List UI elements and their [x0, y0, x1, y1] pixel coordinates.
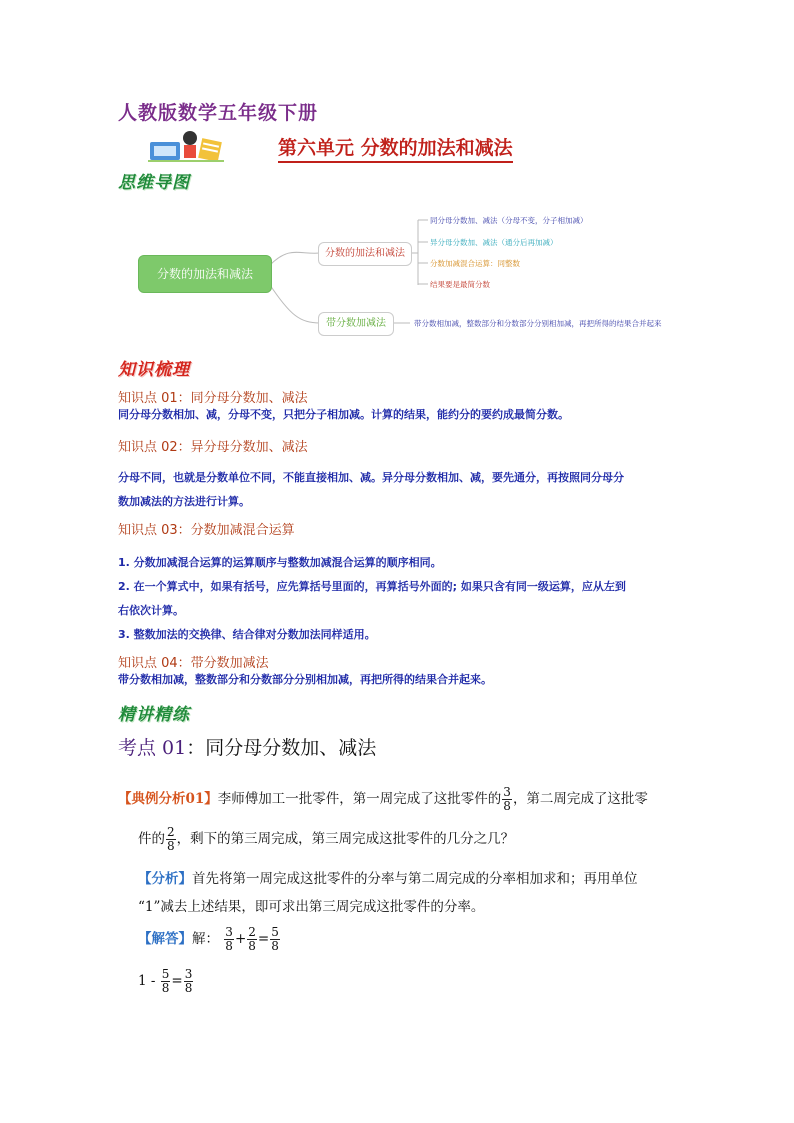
fraction [184, 968, 194, 995]
example-text: ，剩下的第三周完成，第三周完成这批零件的几分之几？ [176, 831, 515, 847]
answer-prefix: 解： [192, 931, 219, 947]
numerator: 2 [167, 825, 175, 839]
knowledge-point-4-body [118, 670, 678, 690]
header-illustration-icon [148, 128, 224, 164]
example-line-1 [118, 786, 718, 813]
example-line-2 [138, 826, 718, 853]
equals-sign: = [171, 973, 183, 989]
mindmap-branch-2-leaf: 带分数相加减，整数部分和分数部分分别相加减，再把所得的结果合并起来 [414, 319, 662, 328]
numerator: 5 [161, 967, 170, 981]
book-title: 人教版数学五年级下册 [118, 102, 319, 124]
knowledge-point-3-title: 知识点 03：分数加减混合运算 [118, 523, 295, 538]
knowledge-line: 3. 整数加法的交换律、结合律对分数加法同样适用。 [118, 628, 376, 641]
knowledge-line: 数加减法的方法进行计算。 [118, 495, 250, 508]
equals-sign: = [257, 931, 270, 947]
kaodian-heading [118, 733, 376, 760]
example-label: 【典例分析01】 [118, 791, 218, 807]
numerator: 5 [271, 925, 279, 939]
knowledge-line: 同分母分数相加、减，分母不变，只把分子相加减。计算的结果，能约分的要约成最简分数。 [118, 408, 569, 421]
mindmap-branch-1: 分数的加法和减法 [318, 242, 412, 266]
fraction [270, 926, 280, 953]
knowledge-line: 带分数相加减，整数部分和分数部分分别相加减，再把所得的结果合并起来。 [118, 673, 492, 686]
knowledge-line: 1. 分数加减混合运算的运算顺序与整数加减混合运算的顺序相同。 [118, 556, 442, 569]
kaodian-prefix: 考点 01 [118, 737, 187, 759]
mind-map [120, 205, 680, 340]
analysis-text: 首先将第一周完成这批零件的分率与第二周完成的分率相加求和；再用单位 [192, 871, 638, 887]
knowledge-point-2-body [118, 466, 678, 514]
knowledge-line: 2. 在一个算式中，如果有括号，应先算括号里面的，再算括号外面的; 如果只含有同一级运算，应从左到 [118, 580, 626, 593]
answer-label: 【解答】 [138, 931, 192, 947]
section-mindmap-heading: 思维导图 [118, 173, 190, 193]
operator: - [150, 973, 156, 989]
analysis-label: 【分析】 [138, 871, 192, 887]
mindmap-root: 分数的加法和减法 [138, 255, 272, 293]
unit-title: 第六单元 分数的加法和减法 [278, 133, 513, 163]
knowledge-point-2-title: 知识点 02：异分母分数加、减法 [118, 440, 308, 455]
denominator: 8 [167, 839, 175, 853]
fraction [247, 926, 257, 953]
knowledge-line: 分母不同，也就是分数单位不同，不能直接相加、减。异分母分数相加、减，要先通分，再按照同分母分 [118, 471, 624, 484]
analysis-line-2: “1”减去上述结果，即可求出第三周完成这批零件的分率。 [138, 899, 485, 915]
mindmap-leaf-2: 异分母分数加、减法（通分后再加减） [430, 238, 558, 247]
denominator: 8 [503, 799, 511, 813]
analysis-line-1 [138, 867, 718, 887]
numerator: 3 [225, 925, 233, 939]
fraction [224, 926, 234, 953]
mindmap-leaf-4: 结果要是最简分数 [430, 280, 490, 289]
section-practice-heading: 精讲精练 [118, 705, 190, 725]
fraction [161, 968, 171, 995]
answer-line-1 [138, 926, 718, 953]
numerator: 2 [248, 925, 256, 939]
example-text: 李师傅加工一批零件，第一周完成了这批零件的 [217, 791, 502, 807]
denominator: 8 [248, 939, 256, 953]
denominator: 8 [271, 939, 279, 953]
example-text: 件的 [138, 831, 165, 847]
mindmap-leaf-1: 同分母分数加、减法（分母不变，分子相加减） [430, 216, 588, 225]
knowledge-point-3-body [118, 551, 678, 647]
numerator: 3 [184, 967, 193, 981]
fraction [166, 826, 176, 853]
denominator: 8 [184, 981, 193, 995]
numerator: 3 [503, 785, 511, 799]
section-knowledge-heading: 知识梳理 [118, 360, 190, 380]
answer-line-2 [138, 968, 718, 995]
knowledge-line: 右依次计算。 [118, 604, 184, 617]
knowledge-point-1-body [118, 405, 678, 425]
operator: + [234, 931, 247, 947]
mindmap-leaf-3: 分数加减混合运算：同整数 [430, 259, 520, 268]
denominator: 8 [161, 981, 170, 995]
fraction [502, 786, 512, 813]
knowledge-point-1-title: 知识点 01：同分母分数加、减法 [118, 391, 308, 406]
operand: 1 [138, 973, 147, 989]
denominator: 8 [225, 939, 233, 953]
mindmap-branch-2: 带分数加减法 [318, 312, 394, 336]
kaodian-title: ：同分母分数加、减法 [186, 737, 377, 759]
knowledge-point-4-title: 知识点 04：带分数加减法 [118, 656, 269, 671]
example-text: ，第二周完成了这批零 [512, 791, 648, 807]
